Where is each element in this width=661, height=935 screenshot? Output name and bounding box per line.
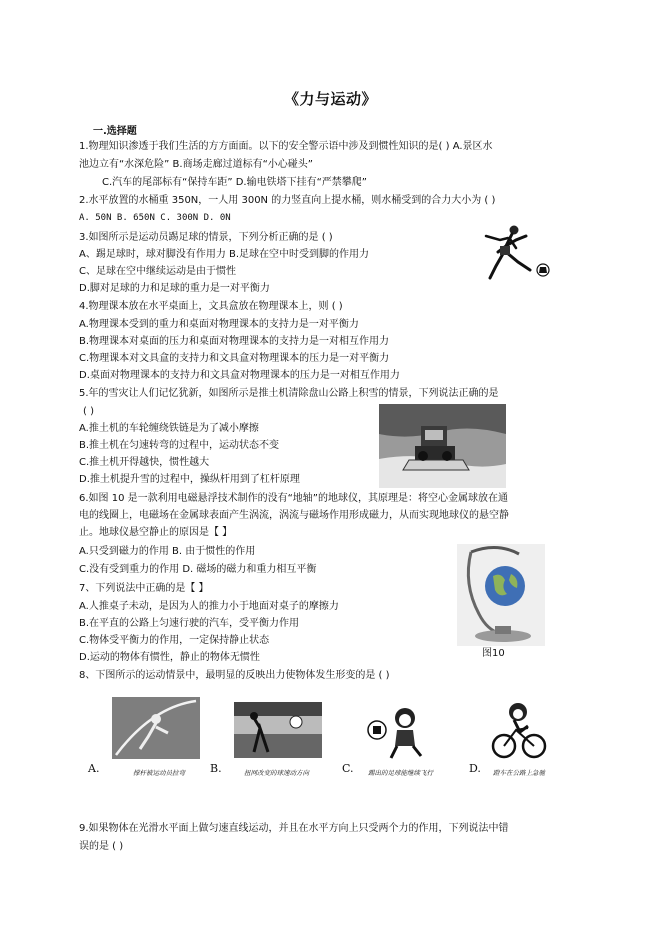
- page-title: 《力与运动》: [283, 90, 377, 108]
- q5-option-b: B.推土机在匀速转弯的过程中，运动状态不变: [79, 440, 280, 451]
- q1-options-ab: 池边立有“水深危险” B.商场走廊过道标有“小心碰头”: [79, 159, 313, 170]
- q8-option-c-caption: 踢出的足球能继续飞行: [368, 769, 433, 777]
- q5-option-a: A.推土机的车轮缠绕铁链是为了减小摩擦: [79, 423, 259, 434]
- q7-option-c: C.物体受平衡力的作用，一定保持静止状态: [79, 635, 270, 646]
- q2-stem: 2.水平放置的水桶重 350N，一人用 300N 的力竖直向上提水桶，则水桶受到的合力大小为 ( ): [79, 195, 496, 206]
- q4-option-b: B.物理课本对桌面的压力和桌面对物理课本的支持力是一对相互作用力: [79, 336, 390, 347]
- q3-option-ab: A、踢足球时，球对脚没有作用力 B.足球在空中时受到脚的作用力: [79, 249, 370, 260]
- q8-stem: 8、下图所示的运动情景中，最明显的反映出力使物体发生形变的是 ( ): [79, 670, 390, 681]
- q7-option-a: A.人推桌子未动，是因为人的推力小于地面对桌子的摩擦力: [79, 601, 339, 612]
- figure-10-label: 图10: [482, 648, 505, 659]
- q6-line-1: 6.如图 10 是一款利用电磁悬浮技术制作的没有“地轴”的地球仪，其原理是：将空心金属球放在通: [79, 493, 508, 504]
- q1-options-cd: C.汽车的尾部标有“保持车距” D.输电铁塔下挂有“严禁攀爬”: [102, 177, 367, 188]
- q3-stem: 3.如图所示是运动员踢足球的情景，下列分析正确的是 ( ): [79, 232, 333, 243]
- q4-stem: 4.物理课本放在水平桌面上，文具盒放在物理课本上，则 ( ): [79, 301, 343, 312]
- q8-option-b-caption: 扭网改变的球速动方向: [244, 769, 309, 777]
- q8-option-d-letter: D.: [469, 762, 481, 775]
- soccer-mascot-image: [361, 704, 437, 760]
- bulldozer-snow-figure: [379, 404, 506, 488]
- q6-options-ab: A.只受到磁力的作用 B. 由于惯性的作用: [79, 546, 256, 557]
- q3-option-c: C、足球在空中继续运动是由于惯性: [79, 266, 236, 277]
- q6-options-cd: C.没有受到重力的作用 D. 磁场的磁力和重力相互平衡: [79, 564, 317, 575]
- q7-option-d: D.运动的物体有惯性，静止的物体无惯性: [79, 652, 260, 663]
- q4-option-d: D.桌面对物理课本的支持力和文具盒对物理课本的压力是一对相互作用力: [79, 370, 400, 381]
- q6-line-3: 止。地球仪悬空静止的原因是【 】: [79, 527, 233, 538]
- q1-stem: 1.物理知识渗透于我们生活的方方面面。以下的安全警示语中涉及到惯性知识的是( ) A.景区水: [79, 141, 493, 152]
- q6-line-2: 电的线圈上，电磁场在金属球表面产生涡流，涡流与磁场作用形成磁力，从而实现地球仪的悬空静: [79, 510, 509, 521]
- section-heading: 一.选择题: [93, 126, 137, 137]
- q7-option-b: B.在平直的公路上匀速行驶的汽车，受平衡力作用: [79, 618, 300, 629]
- q8-option-a-letter: A.: [88, 762, 100, 775]
- q5-option-c: C.推土机开得越快，惯性越大: [79, 457, 210, 468]
- q8-option-b-letter: B.: [210, 762, 222, 775]
- q7-stem: 7、下列说法中正确的是【 】: [79, 583, 209, 594]
- q4-option-a: A.物理课本受到的重力和桌面对物理课本的支持力是一对平衡力: [79, 319, 359, 330]
- q5-paren: ( ): [83, 406, 94, 417]
- q9-line-1: 9.如果物体在光滑水平面上做匀速直线运动，并且在水平方向上只受两个力的作用，下列说法中错: [79, 823, 509, 834]
- q3-option-d: D.脚对足球的力和足球的重力是一对平衡力: [79, 283, 270, 294]
- pole-vault-image: [112, 697, 200, 759]
- q4-option-c: C.物理课本对文具盒的支持力和文具盒对物理课本的压力是一对平衡力: [79, 353, 390, 364]
- q5-stem: 5.年的雪灾让人们记忆犹新，如图所示是推土机清除盘山公路上积雪的情景，下列说法正确的是: [79, 388, 499, 399]
- q8-option-d-caption: 蹬车在公路上急驰: [493, 769, 545, 777]
- q2-options: A. 50N B. 650N C. 300N D. 0N: [79, 213, 231, 223]
- cycling-mascot-image: [488, 700, 550, 760]
- q8-option-c-letter: C.: [342, 762, 354, 775]
- volleyball-image: [234, 702, 322, 758]
- football-player-figure: [468, 222, 556, 282]
- levitating-globe-figure: [457, 544, 545, 646]
- q8-option-a-caption: 撑杆被运动员拉弯: [133, 769, 185, 777]
- q5-option-d: D.推土机提升雪的过程中，操纵杆用到了杠杆原理: [79, 474, 300, 485]
- q9-line-2: 误的是 ( ): [79, 841, 124, 852]
